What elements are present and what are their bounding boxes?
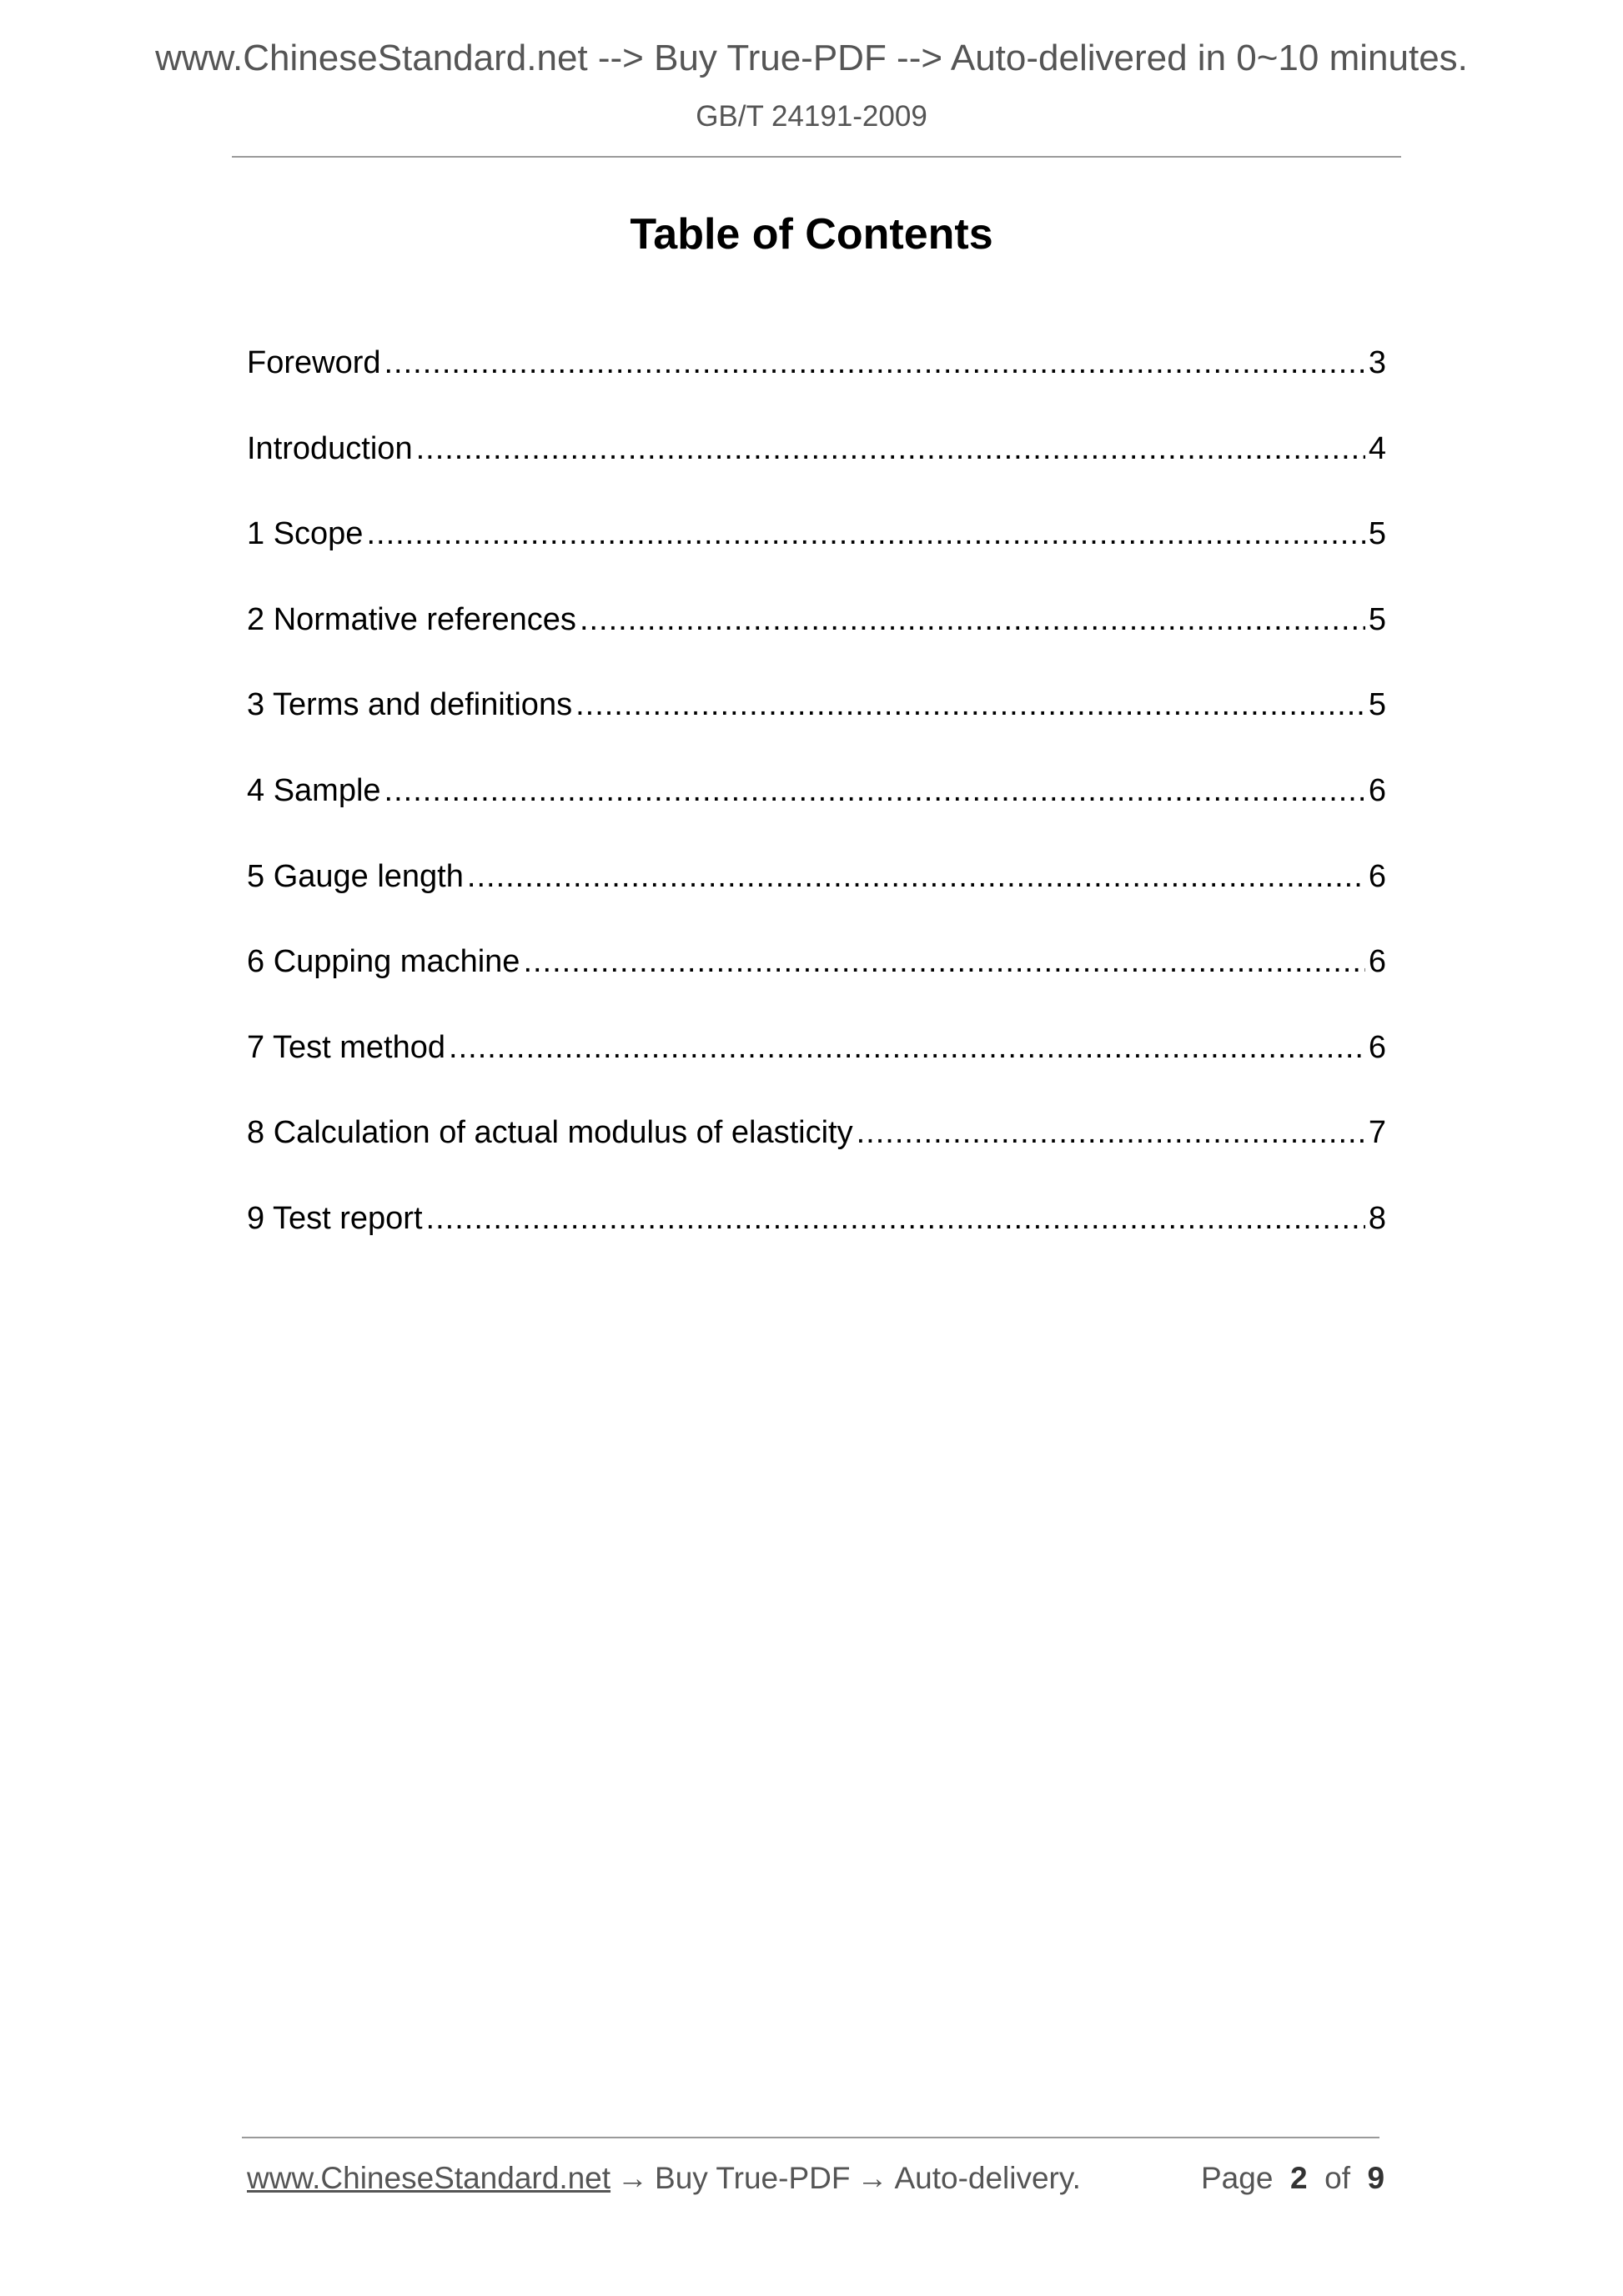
header-banner: www.ChineseStandard.net --> Buy True-PDF --> Auto-delivered in 0~10 minutes. xyxy=(155,38,1468,78)
toc-entry-cupping-machine[interactable] xyxy=(247,937,1386,1022)
toc-entry-label: 7 Test method xyxy=(247,1029,446,1065)
toc-entry-label: 5 Gauge length xyxy=(247,858,464,894)
current-page-number: 2 xyxy=(1289,2161,1308,2195)
toc-entry-label: 4 Sample xyxy=(247,772,381,808)
footer-divider xyxy=(242,2137,1379,2138)
toc-entry-page: 8 xyxy=(1368,1200,1386,1236)
toc-entry-page: 3 xyxy=(1368,345,1386,380)
toc-dot-leader xyxy=(575,680,1365,730)
toc-entry-label: 9 Test report xyxy=(247,1200,423,1236)
toc-entry-test-method[interactable] xyxy=(247,1022,1386,1108)
toc-entry-page: 7 xyxy=(1368,1115,1386,1151)
toc-dot-leader xyxy=(449,1022,1365,1073)
toc-dot-leader xyxy=(366,509,1364,559)
toc-entry-calculation[interactable] xyxy=(247,1108,1386,1193)
toc-entry-page: 4 xyxy=(1368,430,1386,466)
of-label: of xyxy=(1324,2161,1350,2195)
toc-entry-gauge-length[interactable] xyxy=(247,852,1386,937)
header-divider xyxy=(232,156,1401,158)
toc-entry-label: 8 Calculation of actual modulus of elasticity xyxy=(247,1115,853,1151)
toc-entry-page: 5 xyxy=(1368,516,1386,552)
toc-entry-label: 1 Scope xyxy=(247,516,364,552)
toc-entry-page: 6 xyxy=(1368,772,1386,808)
toc-list xyxy=(247,338,1386,1279)
toc-title: Table of Contents xyxy=(630,210,993,259)
footer-buy-text: Buy True-PDF xyxy=(655,2161,851,2195)
toc-dot-leader xyxy=(416,424,1365,474)
toc-entry-label: Introduction xyxy=(247,430,413,466)
toc-entry-introduction[interactable] xyxy=(247,424,1386,510)
toc-entry-page: 6 xyxy=(1368,944,1386,980)
toc-entry-label: Foreword xyxy=(247,345,381,380)
toc-entry-label: 3 Terms and definitions xyxy=(247,687,573,723)
footer-promo xyxy=(247,2163,1081,2193)
total-pages-number: 9 xyxy=(1367,2161,1385,2195)
toc-dot-leader xyxy=(384,338,1365,388)
toc-entry-normative-references[interactable] xyxy=(247,595,1386,681)
toc-entry-label: 2 Normative references xyxy=(247,601,576,637)
footer-site-link[interactable]: www.ChineseStandard.net xyxy=(247,2161,611,2195)
page-indicator xyxy=(1201,2161,1385,2195)
toc-entry-terms-and-definitions[interactable] xyxy=(247,680,1386,766)
toc-entry-page: 5 xyxy=(1368,601,1386,637)
page-label: Page xyxy=(1201,2161,1274,2195)
toc-dot-leader xyxy=(426,1193,1365,1243)
toc-entry-label: 6 Cupping machine xyxy=(247,944,520,980)
toc-entry-scope[interactable] xyxy=(247,509,1386,595)
right-arrow-icon: → xyxy=(617,2161,649,2195)
toc-dot-leader xyxy=(384,766,1365,816)
toc-entry-page: 6 xyxy=(1368,1029,1386,1065)
toc-dot-leader xyxy=(857,1108,1365,1158)
toc-dot-leader xyxy=(580,595,1365,645)
footer-delivery-text: Auto-delivery. xyxy=(894,2161,1081,2195)
toc-entry-test-report[interactable] xyxy=(247,1193,1386,1279)
toc-entry-page: 6 xyxy=(1368,858,1386,894)
standard-code: GB/T 24191-2009 xyxy=(696,100,927,133)
toc-entry-sample[interactable] xyxy=(247,766,1386,852)
right-arrow-icon: → xyxy=(857,2161,888,2195)
toc-entry-foreword[interactable] xyxy=(247,338,1386,424)
toc-entry-page: 5 xyxy=(1368,687,1386,723)
toc-dot-leader xyxy=(523,937,1364,987)
toc-dot-leader xyxy=(467,852,1365,902)
